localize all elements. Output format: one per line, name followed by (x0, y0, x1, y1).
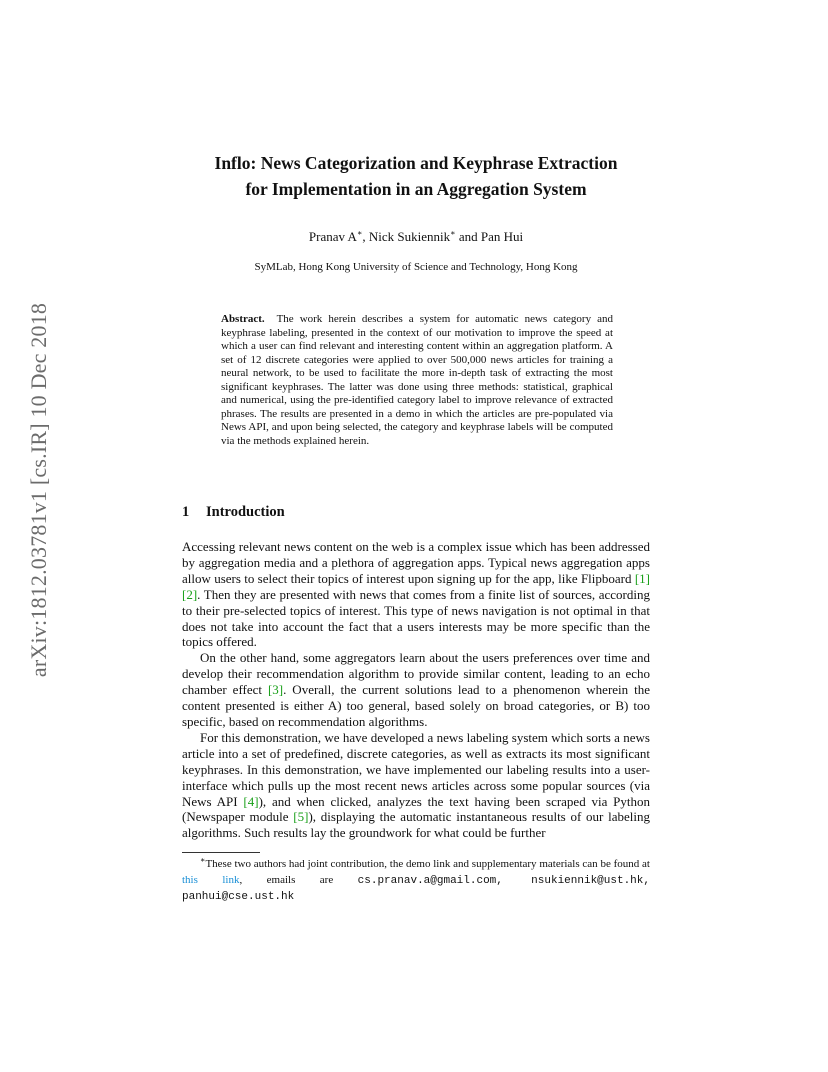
footnote (182, 857, 650, 906)
footnote-text: These two authors had joint contribution, the demo link and supplementary materials can be found at (205, 858, 650, 870)
paragraph-text: On the other hand, some aggregators learn about the users preferences over time and develop their recommendation algorithm to provide similar content, leading to an echo chamber effect (182, 650, 650, 698)
paper-title (150, 150, 682, 202)
section-number: 1 (182, 504, 190, 520)
email-addresses: cs.pranav.a@gmail.com, nsukiennik@ust.hk, panhui@cse.ust.hk (182, 874, 650, 903)
section-heading (182, 504, 285, 521)
abstract-label: Abstract. (221, 313, 265, 325)
citation-link[interactable]: [2] (182, 586, 198, 602)
author-1: Pranav A (308, 229, 357, 244)
paragraph (182, 730, 650, 841)
title-line-1: Inflo: News Categorization and Keyphrase Extraction (214, 153, 618, 173)
author-2-mark: ∗ (450, 228, 456, 238)
author-list (150, 228, 682, 246)
affiliation: SyMLab, Hong Kong University of Science and Technology, Hong Kong (254, 261, 578, 273)
paragraph (182, 650, 650, 730)
author-3: Pan Hui (480, 229, 524, 244)
abstract-text: The work herein describes a system for automatic news category and keyphrase labeling, presented in the context of our motivation to improve the speed at which a user can find relevant and interesting content within an aggregation platform. A set of 12 discrete categories were applied to over 500,000 news articles for training a neural network, to be used to facilitate the more in-depth task of extracting the most significant keyphrases. The latter was done using three methods: statistical, graphical and numerical, using the pre-identified category label to improve relevance of extracted phrases. The results are presented in a demo in which the articles are pre-populated via News API, and upon being selected, the category and keyphrase labels will be computed via the methods explained herein. (221, 313, 613, 447)
paragraph-text: ), and when clicked, analyzes the text having been scraped via Python (Newspaper module (182, 793, 651, 825)
arxiv-id: arXiv:1812.03781v1 [cs.IR] 10 Dec 2018 (26, 302, 51, 678)
paragraph-text: For this demonstration, we have developed a news labeling system which sorts a news article into a set of predefined, discrete categories, as well as extracts its most significant keyphrases. In this demonstration, we have implemented our labeling results into a user-interface which pulls up the most recent news articles across some popular sources (via News API (182, 729, 650, 809)
footnote-text: , emails are (239, 873, 358, 886)
section-title: Introduction (206, 504, 285, 520)
footnote-divider (182, 852, 260, 853)
citation-link[interactable]: [5] (293, 809, 309, 825)
citation-link[interactable]: [4] (243, 793, 259, 809)
demo-link[interactable]: this link (182, 873, 240, 886)
abstract (221, 313, 613, 448)
author-separator-2: and (455, 229, 481, 244)
author-separator-1: , (362, 229, 369, 244)
citation-link[interactable]: [1] (634, 570, 650, 586)
footnote-mark: ∗ (200, 855, 206, 865)
title-line-2: for Implementation in an Aggregation System (245, 179, 587, 199)
author-2: Nick Sukiennik (368, 229, 451, 244)
paragraph (182, 539, 650, 650)
citation-link[interactable]: [3] (267, 682, 284, 698)
arxiv-sidebar-stamp (24, 290, 54, 690)
body-text (182, 539, 650, 841)
paragraph-text: ), displaying the automatic instantaneous results of our labeling algorithms. Such results lay the groundwork for what could be further (182, 809, 650, 841)
paragraph-text: . Then they are presented with news that comes from a finite list of sources, according to their pre-selected topics of interest. This type of news navigation is not optimal in that does not take into account the fact that a users interests may be more specific than the topics offered. (182, 586, 650, 650)
paragraph-text: . Overall, the current solutions lead to a phenomenon wherein the content presented is either A) too general, based solely on broad categories, or B) too specific, based on recommendation algorithms. (182, 682, 650, 729)
paragraph-text: Accessing relevant news content on the web is a complex issue which has been addressed by aggregation media and a plethora of aggregation apps. Typical news aggregation apps allow users to select their topics of interest upon signing up for the app, like Flipboard (182, 539, 650, 586)
author-1-mark: ∗ (356, 228, 363, 238)
